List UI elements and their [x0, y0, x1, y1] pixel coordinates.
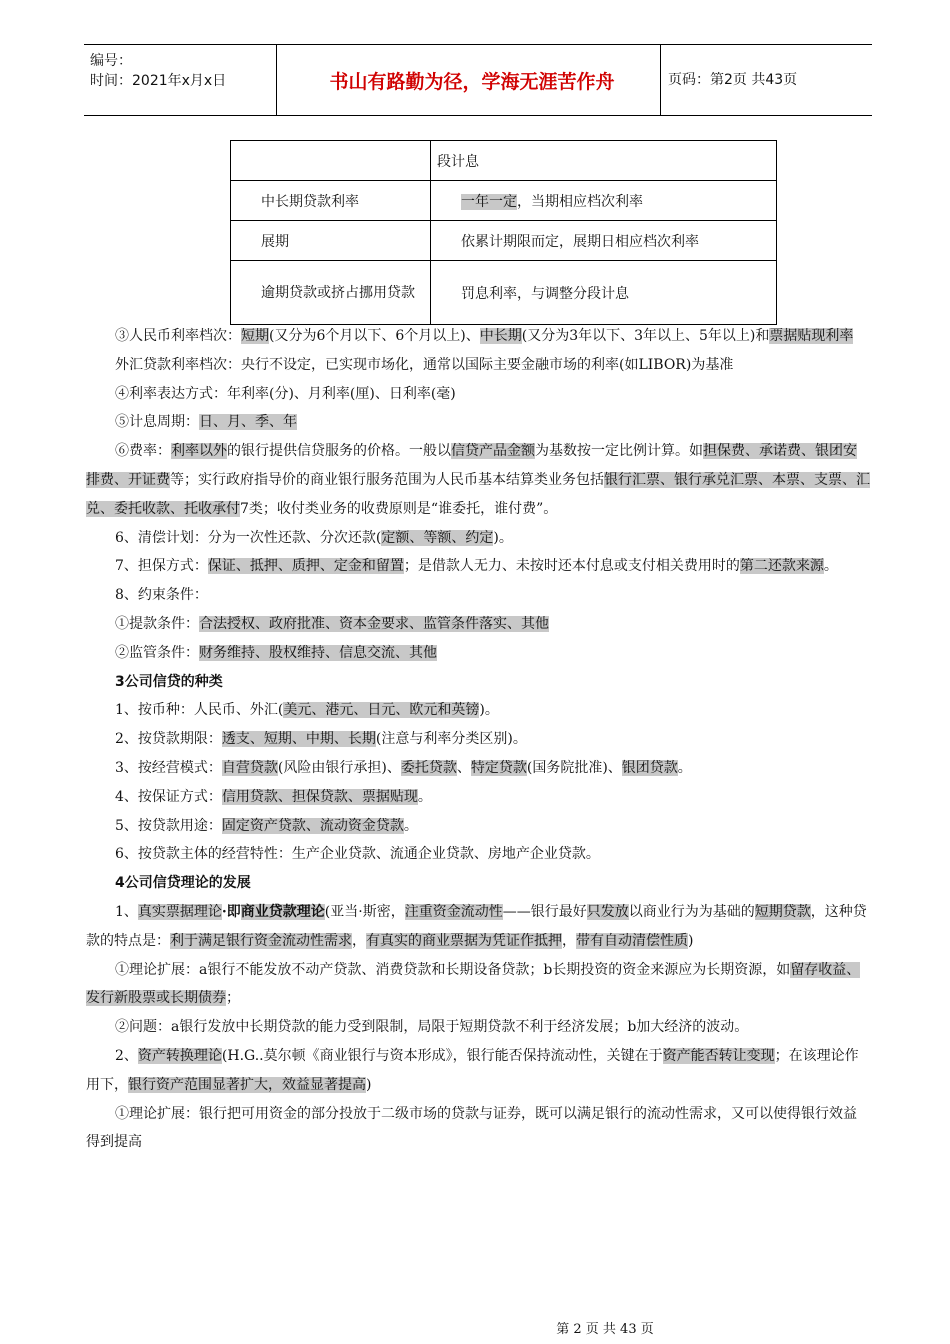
rate-table [230, 140, 777, 325]
paragraph: 6、按贷款主体的经营特性：生产企业贷款、流通企业贷款、房地产企业贷款。 [115, 846, 600, 863]
section-heading: 3公司信贷的种类 [115, 673, 223, 690]
paragraph: 外汇贷款利率档次：央行不设定，已实现市场化，通常以国际主要金融市场的利率(如LIBOR)为基准 [115, 356, 734, 373]
header-page-label: 页码：第2页 共43页 [668, 72, 798, 88]
page-footer [0, 1318, 950, 1337]
table-cell: 段计息 [431, 141, 777, 181]
paragraph: ③人民币利率档次：短期(又分为6个月以下、6个月以上)、中长期(又分为3年以下、3年以上、5年以上)和票据贴现利率 [115, 328, 854, 344]
table-cell: 展期 [231, 221, 431, 261]
table-cell: 中长期贷款利率 [231, 181, 431, 221]
paragraph: ①理论扩展：银行把可用资金的部分投放于二级市场的贷款与证券，既可以满足银行的流动性需求，又可以使得银行效益得到提高 [86, 1105, 857, 1151]
paragraph: 6、清偿计划：分为一次性还款、分次还款(定额、等额、约定)。 [115, 529, 513, 546]
document-body [86, 322, 870, 1157]
table-cell [231, 141, 431, 181]
table-row [231, 261, 777, 325]
table-cell: 罚息利率，与调整分段计息 [431, 261, 777, 325]
paragraph: 7、担保方式：保证、抵押、质押、定金和留置；是借款人无力、未按时还本付息或支付相关费用时的第二还款来源。 [115, 558, 838, 575]
table-cell: 一年一定，当期相应档次利率 [431, 181, 777, 221]
header-meta [90, 51, 226, 91]
paragraph: 8、约束条件： [115, 587, 208, 604]
paragraph: 1、按币种：人民币、外汇(美元、港元、日元、欧元和英镑)。 [115, 702, 499, 719]
paragraph: ⑤计息周期：日、月、季、年 [115, 414, 297, 431]
header-divider [276, 45, 277, 115]
paragraph: ②监管条件：财务维持、股权维持、信息交流、其他 [115, 644, 437, 661]
table-cell: 依累计期限而定，展期日相应档次利率 [431, 221, 777, 261]
paragraph: 5、按贷款用途：固定资产贷款、流动资金贷款。 [115, 817, 418, 834]
paragraph: 2、资产转换理论(H.G..莫尔顿《商业银行与资本形成》，银行能否保持流动性，关键在于资产能否转让变现；在该理论作用下，银行资产范围显著扩大，效益显著提高) [86, 1047, 859, 1093]
table-row [231, 221, 777, 261]
paragraph: ④利率表达方式：年利率(分)、月利率(厘)、日利率(毫) [115, 385, 456, 402]
paragraph: ⑥费率：利率以外的银行提供信贷服务的价格。一般以信贷产品金额为基数按一定比例计算。如担保费、承诺费、银团安排费、开证费等；实行政府指导价的商业银行服务范围为人民币基本结算类业务包括银行汇票、银行承兑汇票、本票、支票、汇兑、委托收款、托收承付7类；收付类业务的收费原则是“谁委托，谁付费”。 [86, 443, 870, 517]
paragraph: ①理论扩展：a银行不能发放不动产贷款、消费贷款和长期设备贷款；b长期投资的资金来源应为长期资源，如留存收益、发行新股票或长期债券； [86, 961, 861, 1007]
page-header [84, 44, 872, 116]
table-row [231, 181, 777, 221]
paragraph: 1、真实票据理论·即商业贷款理论(亚当·斯密，注重资金流动性——银行最好只发放以商业行为为基础的短期贷款，这种贷款的特点是：利于满足银行资金流动性需求，有真实的商业票据为凭证作抵押，带有自动清偿性质) [86, 903, 867, 949]
table-cell: 逾期贷款或挤占挪用贷款 [231, 261, 431, 325]
table-row [231, 141, 777, 181]
time-label: 时间：2021年x月x日 [90, 73, 227, 89]
paragraph: 4、按保证方式：信用贷款、担保贷款、票据贴现。 [115, 788, 432, 805]
header-motto: 书山有路勤为径，学海无涯苦作舟 [329, 71, 615, 93]
paragraph: ②问题：a银行发放中长期贷款的能力受到限制，局限于短期贷款不利于经济发展；b加大经济的波动。 [115, 1019, 749, 1036]
section-heading: 4公司信贷理论的发展 [115, 875, 251, 892]
code-label: 编号： [90, 53, 132, 69]
footer-page-number: 第 2 页 共 43 页 [556, 1322, 654, 1337]
header-divider [660, 45, 661, 115]
paragraph: ①提款条件：合法授权、政府批准、资本金要求、监管条件落实、其他 [115, 615, 549, 632]
paragraph: 3、按经营模式：自营贷款(风险由银行承担)、委托贷款、特定贷款(国务院批准)、银团贷款。 [115, 759, 692, 776]
paragraph: 2、按贷款期限：透支、短期、中期、长期(注意与利率分类区别)。 [115, 731, 527, 748]
